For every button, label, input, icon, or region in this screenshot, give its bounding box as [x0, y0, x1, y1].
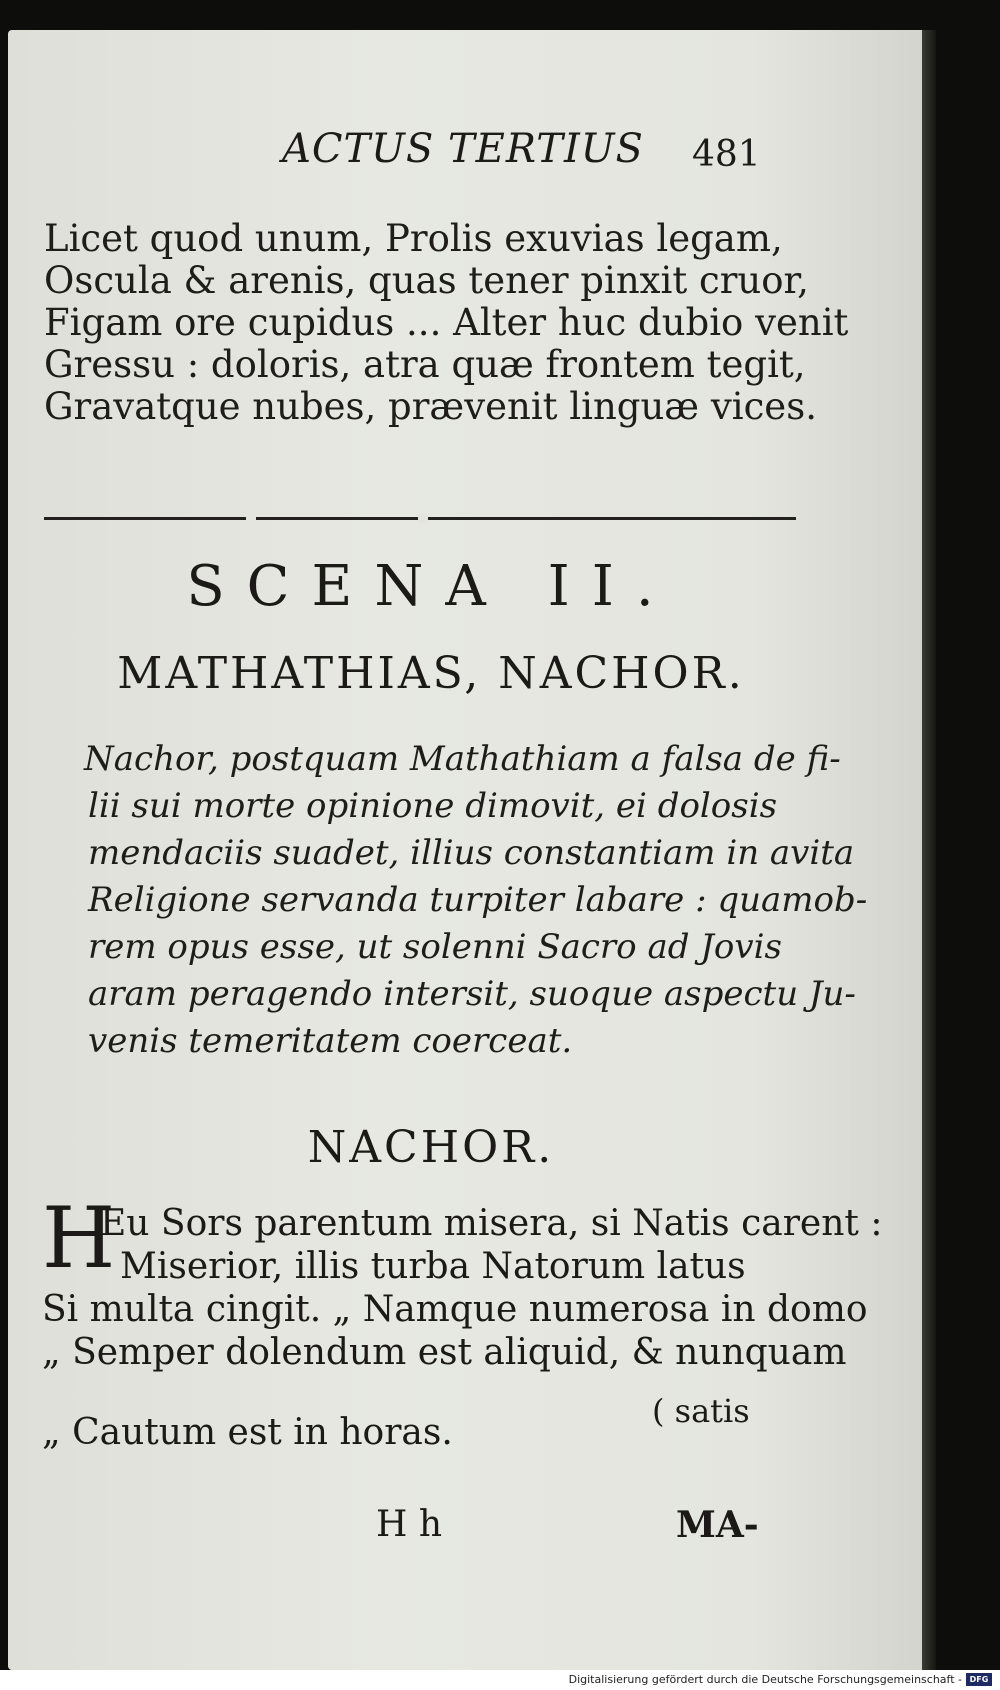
scene-persons: MATHATHIAS, NACHOR. [117, 648, 745, 699]
signature-mark: H h [376, 1504, 443, 1545]
argument-line: Nachor, postquam Mathathiam a falsa de fi- [84, 739, 841, 779]
speech-line: Si multa cingit. „ Namque numerosa in domo [42, 1289, 868, 1330]
book-page [8, 30, 936, 1670]
catchword: MA- [676, 1504, 759, 1546]
running-title: ACTUS TERTIUS [282, 126, 644, 172]
verse-block [44, 217, 849, 428]
book-spine [922, 30, 936, 1670]
digitization-footer [0, 1670, 1000, 1690]
drop-cap: H [42, 1189, 116, 1287]
rule-gap [246, 514, 256, 523]
scene-argument [84, 736, 868, 1065]
turnover-text: ( satis [652, 1392, 750, 1430]
speech-line: „ Semper dolendum est aliquid, & nunquam [42, 1332, 847, 1373]
speech-block [42, 1202, 883, 1374]
verse-line: Oscula & arenis, quas tener pinxit cruor, [44, 259, 809, 302]
scene-title: SCENA II. [186, 554, 676, 619]
verse-line: Figam ore cupidus ... Alter huc dubio venit [44, 301, 849, 344]
argument-line: rem opus esse, ut solenni Sacro ad Jovis [88, 927, 782, 967]
speech-line: Eu Sors parentum misera, si Natis carent : [100, 1203, 883, 1244]
argument-line: lii sui morte opinione dimovit, ei dolosis [88, 786, 778, 826]
running-head [8, 126, 936, 186]
speech-last-line: „ Cautum est in horas. [42, 1412, 453, 1453]
digitization-note: Digitalisierung gefördert durch die Deutsche Forschungsgemeinschaft - [568, 1673, 962, 1686]
argument-line: venis temeritatem coerceat. [88, 1021, 573, 1061]
speech-line: Miserior, illis turba Natorum latus [120, 1246, 746, 1287]
argument-line: aram peragendo intersit, suoque aspectu Ju- [88, 974, 856, 1014]
speaker-name: NACHOR. [307, 1122, 555, 1173]
verse-line: Licet quod unum, Prolis exuvias legam, [44, 217, 783, 260]
rule-gap [418, 514, 428, 523]
argument-line: Religione servanda turpiter labare : quamob- [88, 880, 868, 920]
argument-line: mendaciis suadet, illius constantiam in avita [88, 833, 855, 873]
verse-line: Gressu : doloris, atra quæ frontem tegit, [44, 343, 806, 386]
page-number: 481 [692, 134, 761, 175]
verse-line: Gravatque nubes, prævenit linguæ vices. [44, 385, 817, 428]
dfg-logo-icon: DFG [966, 1673, 992, 1686]
